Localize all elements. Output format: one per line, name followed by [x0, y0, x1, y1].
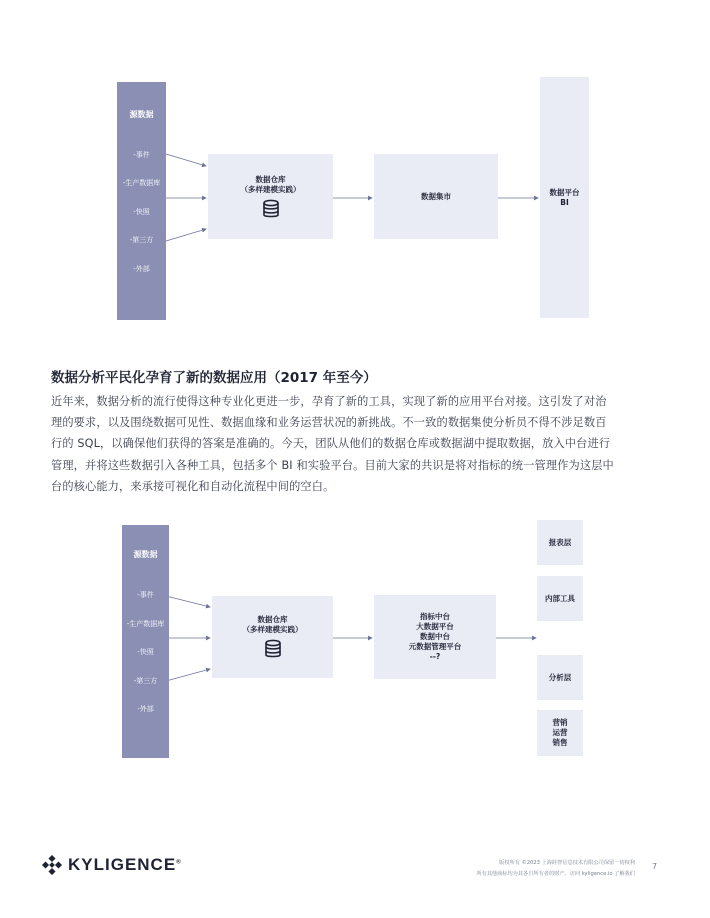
diagram1-source-item: -外部	[133, 264, 150, 273]
section-paragraph	[51, 391, 663, 497]
middle-item: --?	[429, 652, 441, 661]
logo-trademark: ®	[176, 859, 182, 866]
logo-wordmark: KYLIGENCE	[68, 855, 177, 874]
diagram1-mart-label: 数据集市	[421, 191, 451, 201]
paragraph-line: 近年来，数据分析的流行使得这种专业化更进一步，孕育了新的工具，实现了新的应用平台对接。这引发了对治	[51, 395, 607, 408]
diagram1-source-item: -生产数据库	[122, 179, 161, 188]
diagram2-source-item: -快照	[137, 648, 154, 657]
diagram2-source-item: -第三方	[133, 676, 158, 685]
diagram1-warehouse-box	[208, 154, 333, 239]
footer-copyright: 版权所有 ©2023 上海跬智信息技术有限公司保留一切权利	[499, 860, 635, 866]
footer-trademark-note: 所有其他商标均为其各自所有者的财产。访问 kyligence.io 了解我们	[476, 871, 635, 877]
layer-report-box	[537, 520, 583, 565]
diagram1-warehouse-title: 数据仓库	[255, 174, 286, 184]
footer-legal	[335, 858, 635, 880]
kyligence-mark-icon	[42, 855, 62, 875]
paragraph-line: 台的核心能力，来承接可视化和自动化流程中间的空白。	[51, 479, 335, 493]
section-heading: 数据分析平民化孕育了新的数据应用（2017 年至今）	[51, 370, 377, 386]
diagram2-middle-box	[374, 595, 496, 679]
paragraph-line: 理的要求，以及围绕数据可见性、数据血缘和业务运营状况的新挑战。不一致的数据集使分析员不得不涉足数百	[51, 416, 607, 430]
diagram1-source-item: -第三方	[129, 236, 154, 245]
paragraph-line: 行的 SQL，以确保他们获得的答案是准确的。今天，团队从他们的数据仓库或数据湖中提取数据，放入中台进行	[51, 437, 611, 451]
diagram1-platform-subtitle: BI	[560, 197, 569, 207]
diagram1-source-item: -事件	[133, 150, 150, 159]
diagram2-source-item: -外部	[137, 705, 154, 714]
diagram2-source-item: -生产数据库	[126, 619, 165, 628]
diagram2-warehouse-box	[212, 596, 333, 678]
kyligence-logo	[42, 855, 182, 875]
middle-item: 大数据平台	[416, 622, 454, 631]
page-number: 7	[652, 862, 658, 871]
middle-item: 元数据管理平台	[408, 642, 462, 651]
diagram1-platform-title: 数据平台	[549, 187, 580, 197]
layer-analysis-label: 分析层	[548, 672, 572, 682]
layer-report-label: 报表层	[548, 537, 572, 547]
layer-internal-label: 内部工具	[545, 593, 575, 603]
diagram1-platform-box	[540, 77, 589, 318]
diagram2-source-item: -事件	[137, 591, 154, 600]
database-icon	[264, 639, 282, 659]
diagram1-warehouse-subtitle: （多样建模实践）	[240, 184, 301, 194]
middle-item: 数据中台	[420, 632, 450, 641]
diagram2-source-block	[122, 525, 169, 758]
diagram1-mart-box	[374, 154, 498, 239]
paragraph-line: 管理，并将这些数据引入各种工具，包括多个 BI 和实验平台。目前大家的共识是将对指标的统一管理作为这层中	[51, 458, 614, 472]
layer-ops-box	[537, 710, 583, 756]
diagram2-warehouse-subtitle: （多样建模实践）	[242, 625, 303, 634]
diagram2-source-title: 源数据	[133, 550, 158, 560]
diagram2-warehouse-title: 数据仓库	[257, 615, 288, 624]
layer-analysis-box	[537, 655, 583, 700]
layer-internal-box	[537, 576, 583, 621]
diagram1-source-block	[117, 82, 166, 320]
diagram1-source-title: 源数据	[129, 109, 154, 119]
middle-item: 指标中台	[420, 612, 450, 621]
database-icon	[262, 199, 280, 219]
layer-ops-item: 营销	[552, 718, 568, 727]
layer-ops-item: 运营	[552, 728, 568, 737]
layer-ops-item: 销售	[552, 738, 568, 747]
diagram1-source-item: -快照	[133, 207, 150, 216]
